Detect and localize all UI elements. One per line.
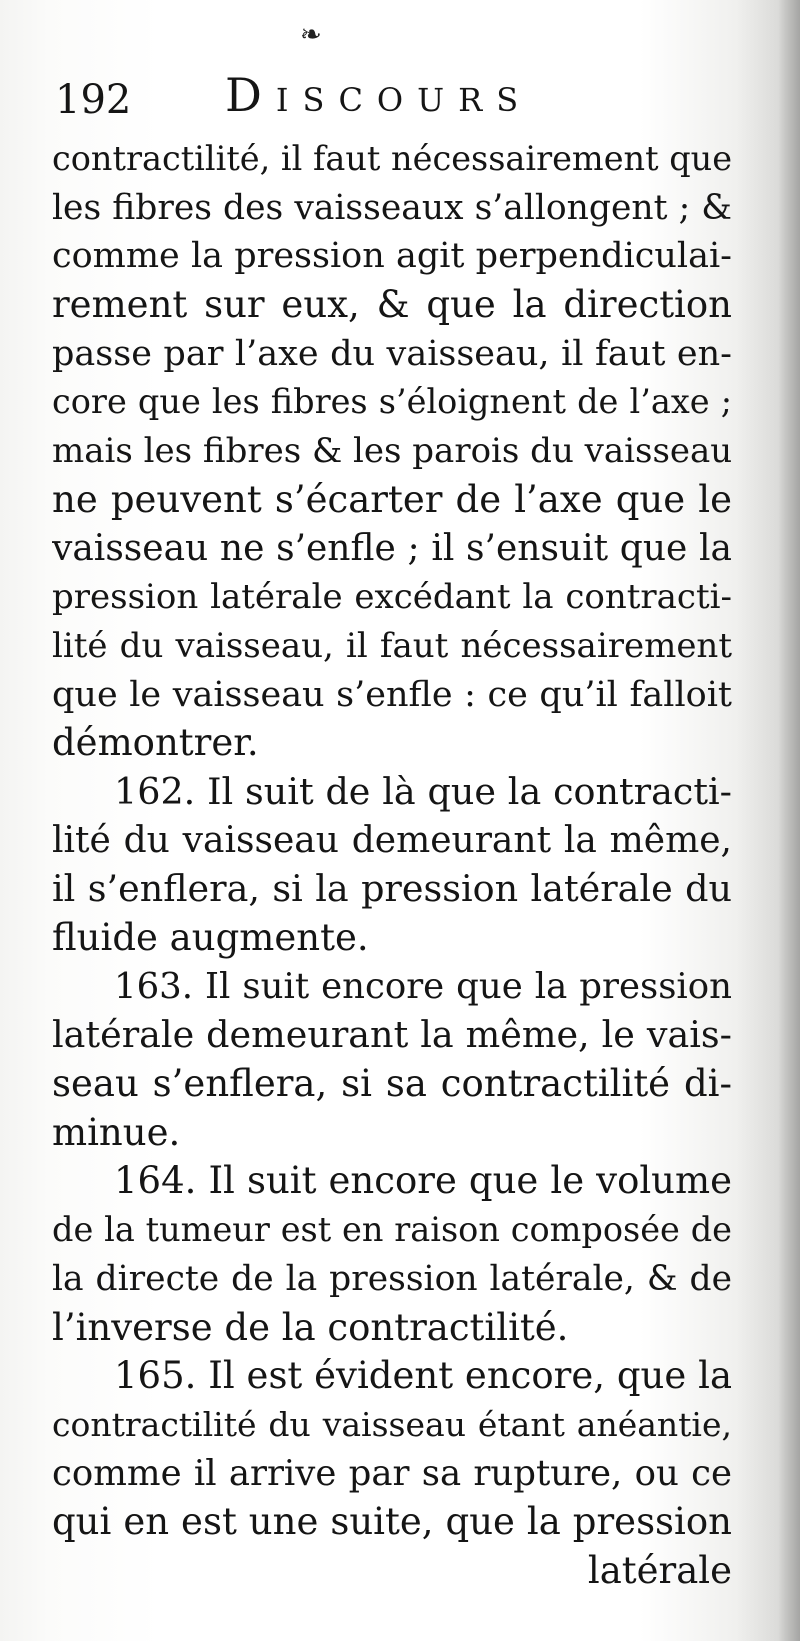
text-line: lité du vaisseau demeurant la même, (52, 819, 732, 861)
text-line: fluide augmente. (52, 916, 369, 959)
text-line: latérale (587, 1548, 732, 1592)
text-line: comme il arrive par sa rupture, ou ce (52, 1452, 732, 1494)
text-line: comme la pression agit perpendiculai- (52, 236, 732, 277)
text-line: de la tumeur est en raison composée de (52, 1210, 732, 1250)
text-line: mais les fibres & les parois du vaisseau (52, 431, 732, 472)
text-line: 163. Il suit encore que la pression (114, 965, 732, 1007)
text-line: que le vaisseau s’enfle : ce qu’il falloit (52, 674, 732, 715)
text-line: minue. (52, 1110, 181, 1154)
text-line: l’inverse de la contractilité. (52, 1305, 569, 1349)
running-header (55, 68, 615, 132)
text-line: contractilité, il faut nécessairement que (52, 139, 732, 178)
text-line: il s’enflera, si la pression latérale du (52, 867, 732, 911)
text-line: démontrer. (52, 721, 259, 765)
text-line: passe par l’axe du vaisseau, il faut en- (52, 333, 732, 374)
text-line: latérale demeurant la même, le vais- (52, 1013, 732, 1057)
text-line: pression latérale excédant la contracti- (52, 577, 732, 618)
page-number: 192 (55, 77, 132, 123)
text-line: 162. Il suit de là que la contracti- (114, 769, 732, 813)
body-text (52, 135, 732, 1596)
text-line: vaisseau ne s’enfle ; il s’ensuit que la (52, 527, 732, 569)
text-line: core que les fibres s’éloignent de l’axe ; (52, 382, 732, 422)
page-gutter-shadow (778, 0, 800, 1641)
text-line: contractilité du vaisseau étant anéantie, (52, 1404, 732, 1444)
text-line: rement sur eux, & que la direction (52, 283, 732, 327)
text-line: la directe de la pression latérale, & de (52, 1258, 732, 1299)
text-line: les fibres des vaisseaux s’allongent ; & (52, 187, 732, 228)
text-line: 164. Il suit encore que le volume (114, 1159, 732, 1203)
text-line: qui en est une suite, que la pression (52, 1500, 732, 1544)
text-line: lité du vaisseau, il faut nécessairement (52, 625, 732, 666)
text-line: 165. Il est évident encore, que la (114, 1354, 732, 1398)
printer-ornament-mark: ❧ (300, 20, 322, 50)
running-title: Discours (225, 68, 533, 122)
text-line: seau s’enflera, si sa contractilité di- (52, 1062, 732, 1106)
text-line: ne peuvent s’écarter de l’axe que le (52, 477, 732, 521)
